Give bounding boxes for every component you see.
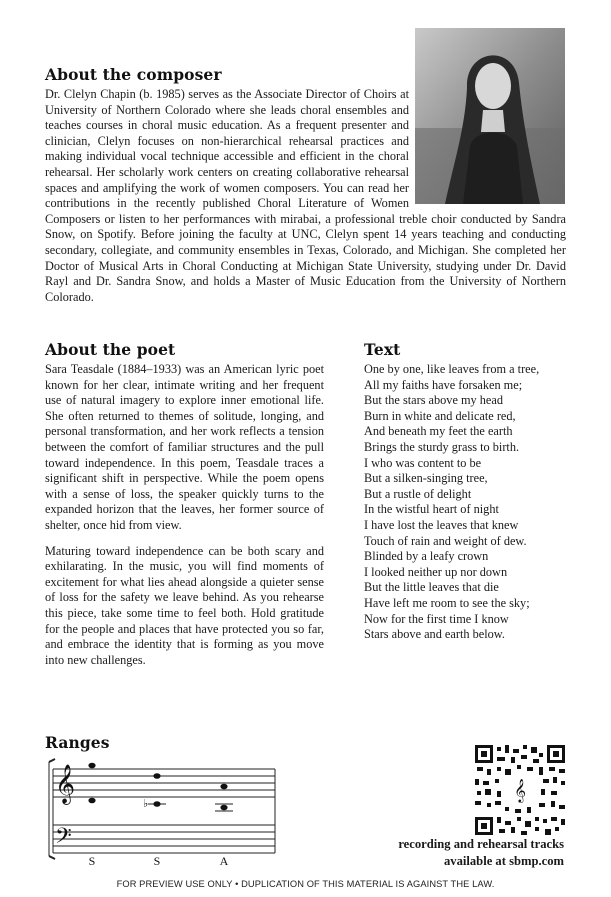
poem-line: I looked neither up nor down (364, 564, 508, 579)
voice-label-s2: S (153, 854, 161, 867)
poem-line: Burn in white and delicate red, (364, 408, 516, 423)
composer-bio (45, 87, 566, 305)
bass-clef-icon: 𝄢 (55, 824, 72, 854)
poem-line: All my faiths have forsaken me; (364, 377, 523, 392)
composer-paragraph: Dr. Clelyn Chapin (b. 1985) serves as the Associate Director of Choirs at University of Northern Colorado where she leads choral ensembles and teaches courses in choral music education. As a frequent presenter and clinician, Clelyn focuses on non-hierarchical rehearsal practices and making individual vocal technique accessible and efficient in the choral rehearsal. Her scholarly work centers on creating collaborative rehearsal spaces and amplifying the work of women composers. You can read her contributions in the recently published Choral Literature of Women Composers or listen to her performances with mirabai, a professional treble choir conducted by Sandra Snow, on Spotify. Before joining the faculty at UNC, Clelyn spent 14 years teaching and conducting secondary, collegiate, and community ensembles in Texas, Colorado, and Michigan. She completed her Doctor of Musical Arts in Choral Conducting at Michigan State University, studying under Dr. David Rayl and Dr. Sandra Snow, and holds a Master of Music Education from the University of Northern Colorado. (45, 87, 566, 304)
poem-line: Brings the sturdy grass to birth. (364, 439, 520, 454)
recording-note (398, 836, 564, 870)
note-a-high (220, 784, 227, 790)
note-s1-high (88, 763, 95, 769)
poem-line: But the stars above my head (364, 393, 503, 408)
flat-icon: ♭ (143, 797, 149, 810)
recording-line-1: recording and rehearsal tracks (398, 837, 564, 851)
poet-paragraph-1: Sara Teasdale (1884–1933) was an American lyric poet known for her clear, intimate writing and her frequent use of natural imagery to explore inner emotional life. She often returned to themes of solitude, longing, and personal transformation, and her work reflects a tension between the comfort of familiar structures and the pull toward independence. In this poem, Teasdale traces a significant shift in perspective. While the poem opens with a sense of loss, the speaker quickly turns to the expanded horizon that the leaves, her former source of shelter, once hid from view. (45, 362, 324, 532)
poem-line: And beneath my feet the earth (364, 424, 513, 439)
poem-line: I have lost the leaves that knew (364, 517, 519, 532)
logo-icon: 𝄞 (514, 778, 526, 802)
poem-line: Now for the first time I know (364, 611, 509, 626)
poem-line: But a silken-singing tree, (364, 471, 488, 486)
ranges-heading: Ranges (45, 733, 110, 752)
text-heading: Text (364, 340, 401, 359)
qr-code-icon[interactable] (475, 745, 565, 835)
note-s2-high (153, 773, 160, 779)
voice-label-s1: S (88, 854, 96, 867)
note-a-low (220, 805, 227, 811)
poem-line: I who was content to be (364, 455, 482, 470)
poem-line: But the little leaves that die (364, 580, 499, 595)
recording-line-2[interactable]: available at sbmp.com (444, 854, 564, 868)
poem-lines (364, 362, 539, 643)
poem-line: Have left me room to see the sky; (364, 595, 530, 610)
poem-line: But a rustle of delight (364, 486, 472, 501)
poem-line: Stars above and earth below. (364, 627, 505, 642)
note-s1-low (88, 798, 95, 804)
composer-heading: About the composer (45, 65, 222, 84)
poet-heading: About the poet (45, 340, 176, 359)
bracket-top (49, 759, 55, 762)
poem-line: Touch of rain and weight of dew. (364, 533, 527, 548)
voice-label-a: A (219, 854, 229, 867)
poet-bio (45, 362, 324, 668)
poem-line: In the wistful heart of night (364, 502, 499, 517)
poem-line: Blinded by a leafy crown (364, 549, 489, 564)
bracket-bottom (49, 856, 55, 859)
ranges-staff (40, 755, 285, 867)
poem-line: One by one, like leaves from a tree, (364, 362, 540, 376)
poet-paragraph-2: Maturing toward independence can be both scary and exhilarating. In the music, you will find moments of excitement for what lies ahead alongside a quieter sense of loss for the safety we leave behind. As you rehearse this piece, take some time to feel both. Hold gratitude for the people and places that have protected you so far, and embrace the identity that is forming as you move into new challenges. (45, 543, 324, 667)
treble-clef-icon: 𝄞 (55, 764, 76, 804)
note-s2-low (153, 801, 160, 807)
preview-footer: FOR PREVIEW USE ONLY • DUPLICATION OF THIS MATERIAL IS AGAINST THE LAW. (116, 879, 495, 889)
